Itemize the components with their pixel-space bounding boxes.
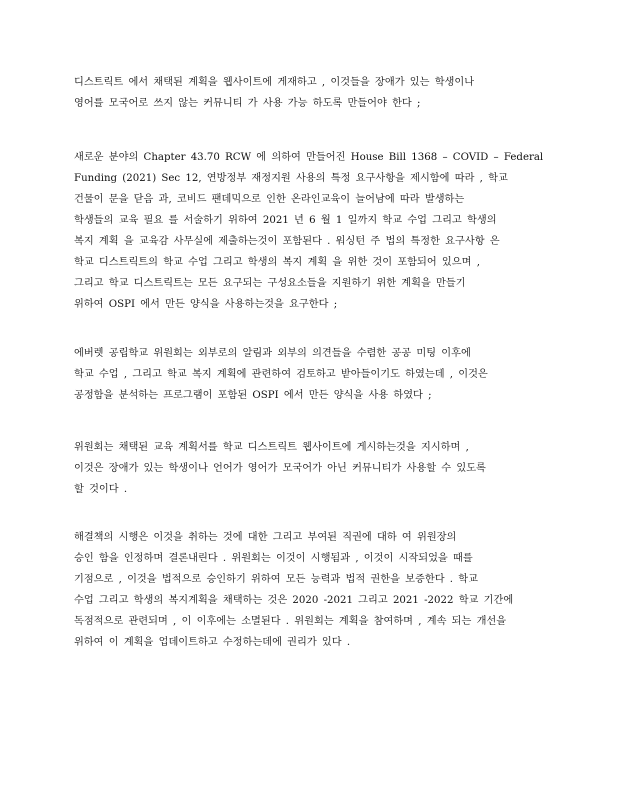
paragraph-line: 위하여 이 계획을 업데이트하고 수정하는데에 권리가 있다 . — [74, 637, 351, 648]
paragraph-line: 영어를 모국어로 쓰지 않는 커뮤니티 가 사용 가능 하도록 만들어야 한다 ; — [74, 98, 421, 109]
paragraph-line: 승인 함을 인정하며 결론내린다 . 위원회는 이것이 시행됨과 , 이것이 시작되었을 때를 — [74, 553, 473, 564]
paragraph-4 — [74, 437, 548, 500]
paragraph-line: 학교 디스트릭트의 학교 수업 그리고 학생의 복지 계획 을 위한 것이 포함되어 있으며 , — [74, 257, 480, 268]
paragraph-line: 이것은 장애가 있는 학생이나 언어가 영어가 모국어가 아닌 커뮤니티가 사용할 수 있도록 — [74, 463, 486, 474]
paragraph-line: 수업 그리고 학생의 복지계획을 채택하는 것은 2020 -2021 그리고 2021 -2022 학교 기간에 — [74, 595, 514, 606]
paragraph-line: 건물이 문을 닫음 과, 코비드 팬데믹으로 인한 온라인교육이 늘어남에 따라 발생하는 — [74, 194, 465, 205]
paragraph-line: 공정함을 분석하는 프로그램이 포함된 OSPI 에서 만든 양식을 사용 하였다 ; — [74, 390, 432, 401]
paragraph-line: 독점적으로 관련되며 , 이 이후에는 소멸된다 . 위원회는 계획을 참여하며 , 계속 되는 개선을 — [74, 616, 507, 627]
paragraph-line: 디스트릭트 에서 채택된 계획을 웹사이트에 게재하고 , 이것들을 장애가 있는 학생이나 — [74, 77, 475, 88]
paragraph-line: 그리고 학교 디스트릭트는 모든 요구되는 구성요소들을 지원하기 위한 계획을 만들기 — [74, 278, 466, 289]
paragraph-line: 복지 계획 을 교육감 사무실에 제출하는것이 포함된다 . 워싱턴 주 법의 특정한 요구사항 은 — [74, 236, 500, 247]
paragraph-line: 해결책의 시행은 이것을 취하는 것에 대한 그리고 부여된 직권에 대하 여 위원장의 — [74, 532, 457, 543]
paragraph-line: 위원회는 채택된 교육 계획서를 학교 디스트릭트 웹사이트에 게시하는것을 지시하며 , — [74, 442, 469, 453]
paragraph-line: 기점으로 , 이것을 법적으로 승인하기 위하여 모든 능력과 법적 권한을 보증한다 . 학교 — [74, 574, 478, 585]
paragraph-line: 위하여 OSPI 에서 만든 양식을 사용하는것을 요구한다 ; — [74, 299, 338, 310]
paragraph-line: 새로운 분야의 Chapter 43.70 RCW 에 의하여 만들어진 House Bill 1368 – COVID – Federal — [74, 152, 544, 163]
paragraph-5 — [74, 527, 548, 653]
paragraph-line: 학생들의 교육 필요 를 서술하기 위하여 2021 년 6 월 1 일까지 학교 수업 그리고 학생의 — [74, 215, 497, 226]
paragraph-2 — [74, 147, 548, 315]
paragraph-line: 에버렛 공립학교 위원회는 외부로의 알림과 외부의 의견들을 수렴한 공공 미팅 이후에 — [74, 348, 471, 359]
paragraph-3 — [74, 343, 548, 406]
paragraph-1 — [74, 72, 548, 114]
paragraph-line: Funding (2021) Sec 12, 연방정부 재정지원 사용의 특정 요구사항을 제시함에 따라 , 학교 — [74, 173, 508, 184]
paragraph-line: 학교 수업 , 그리고 학교 복지 계획에 관련하여 검토하고 받아들이기도 하였는데 , 이것은 — [74, 369, 488, 380]
paragraph-line: 할 것이다 . — [74, 484, 128, 495]
